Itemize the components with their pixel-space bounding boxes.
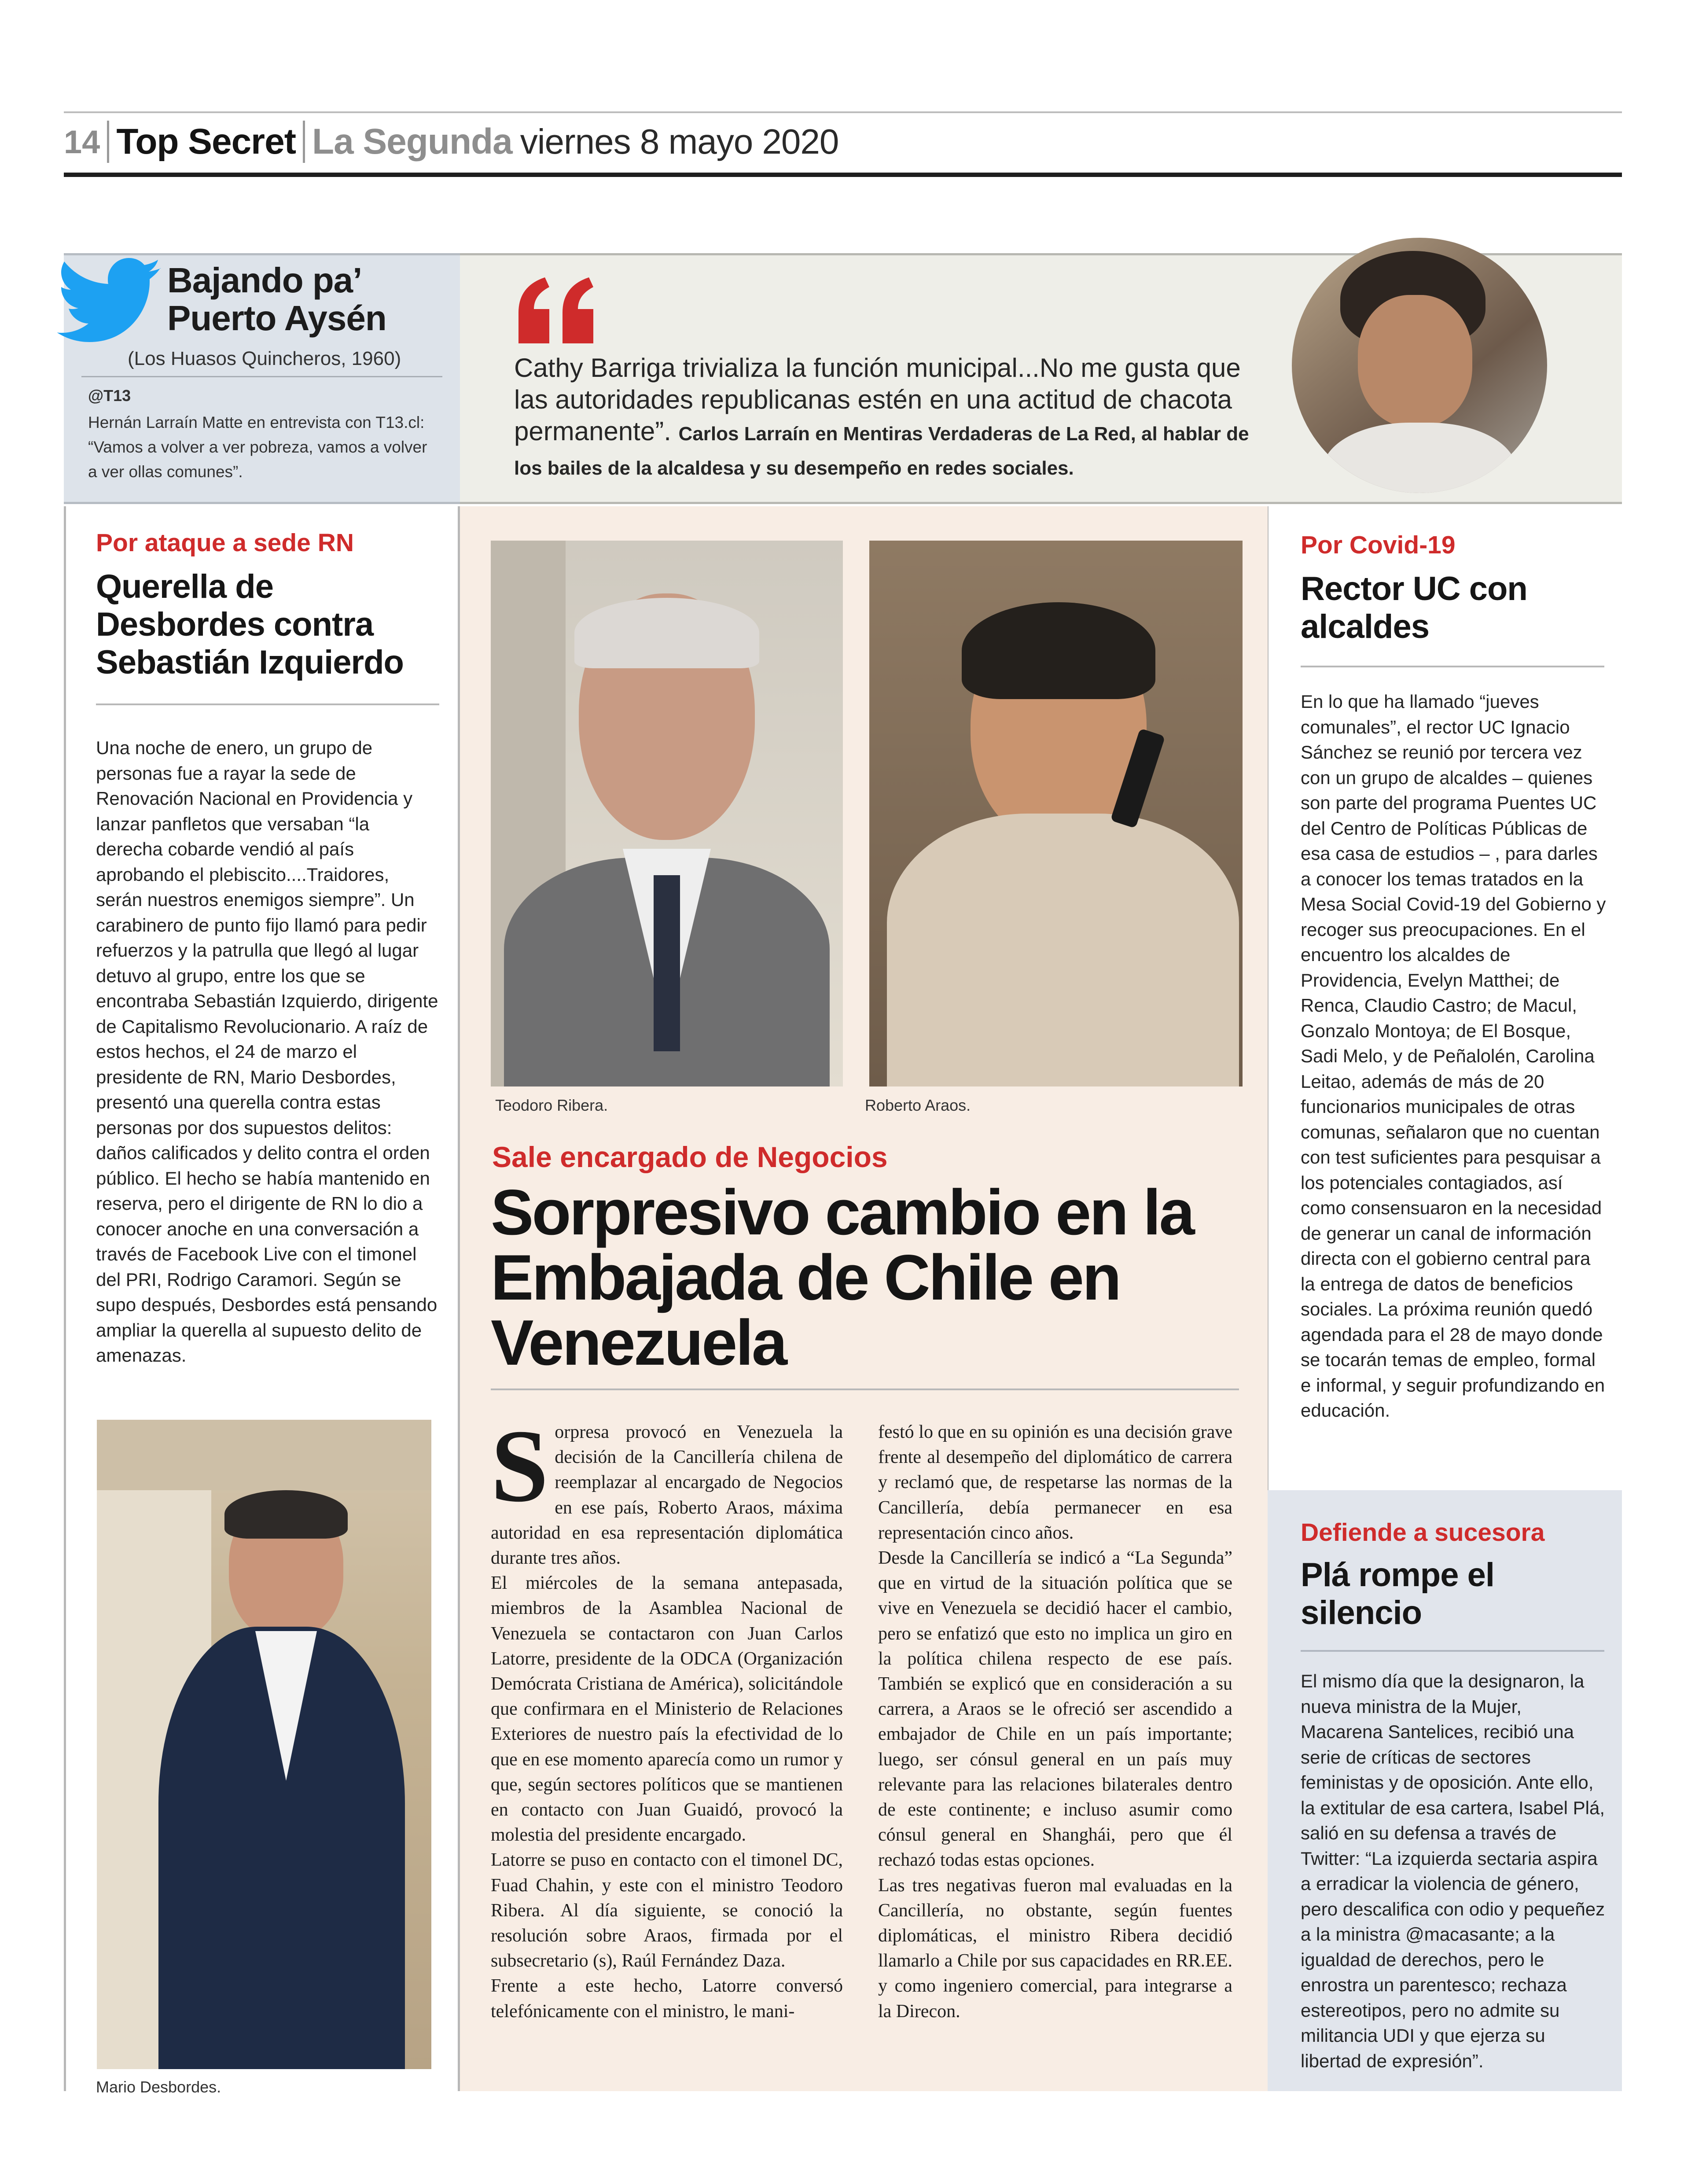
photo-caption-araos: Roberto Araos.: [865, 1096, 971, 1114]
photo-mario-desbordes: [97, 1420, 431, 2069]
masthead: [64, 115, 838, 168]
right-story-1-rule: [1301, 666, 1604, 667]
left-photo-caption: Mario Desbordes.: [96, 2078, 221, 2096]
twitter-box-text: Hernán Larraín Matte en entrevista con T13.cl: “Vamos a volver a ver pobreza, vamos a volver a ver ollas comunes”.: [88, 413, 427, 481]
right-story-2-body: El mismo día que la designaron, la nueva ministra de la Mujer, Macarena Santelices, recibió una serie de críticas de sectores feministas y de oposición. Ante ello, la extitular de esa cartera, Isabel Plá, salió en su defensa a través de Twitter: “La izquierda sectaria aspira a erradicar la violencia de género, pero descalifica con odio y pequeñez a la ministra @macasante; a la igualdad de derechos, pero le enrostra un parentesco; rechaza estereotipos, pero no admite su militancia UDI y que ejerza su libertad de expresión”.: [1301, 1671, 1605, 2071]
left-story-rule: [96, 703, 439, 705]
twitter-box-divider: [81, 376, 442, 377]
photo-caption-ribera: Teodoro Ribera.: [495, 1096, 608, 1114]
quote-mark-icon: [514, 277, 602, 343]
masthead-divider: [107, 121, 109, 163]
twitter-bird-icon: [57, 258, 163, 346]
main-story-column-1: [491, 1409, 843, 2024]
photo-roberto-araos: [869, 541, 1243, 1086]
main-story-headline: Sorpresivo cambio en la Embajada de Chile en Venezuela: [491, 1176, 1193, 1378]
main-story-text-2: festó lo que en su opinión es una decisión grave frente al desempeño del diplomático de carrera y reclamó que, de respetarse las normas de la Cancillería, debía permanecer en esa representación cinco años. Desde la Cancillería se indicó a “La Segunda” que en virtud de la situación política que se vive en Venezuela se decidió hacer el cambio, pero se enfatizó que esto no implica un giro en la política chilena respecto de ese país. También se explicó que en consideración a su carrera, a Araos se le ofreció ser ascendido a embajador de Chile en un país importante; luego, ser cónsul general en un país muy relevante para las relaciones bilaterales dentro de este continente; e incluso asumir como cónsul general en Shanghái, pero que él rechazó todas estas opciones. Las tres negativas fueron mal evaluadas en la Cancillería, no obstante, según fuentes diplomáticas, el ministro Ribera decidió llamarlo a Chile por sus capacidades en RR.EE. y como ingeniero comercial, para integrarse a la Direcon.: [878, 1422, 1232, 2022]
quote-attribution: Carlos Larraín en Mentiras Verdaderas de La Red, al hablar de los bailes de la alcaldesa y su desempeño en redes sociales.: [514, 423, 1249, 479]
publication-name: La Segunda: [312, 122, 512, 162]
masthead-top-rule: [64, 111, 1622, 113]
main-story-text-1: orpresa provocó en Venezuela la decisión de la Cancillería chilena de reemplazar al encargado de Negocios en ese país, Roberto Araos, máxima autoridad en esa representación diplomática durante tres años. El miércoles de la semana antepasada, miembros de la Asamblea Nacional de Venezuela se contactaron con Juan Carlos Latorre, presidente de la ODCA (Organización Demócrata Cristiana de América), solicitándole que confirmara en el Ministerio de Relaciones Exteriores de nuestro país la efectividad de lo que en ese momento aparecía como un rumor y que, según sectores políticos que se mantienen en contacto con Juan Guaidó, provocó la molestia del presidente encargado. Latorre se puso en contacto con el timonel DC, Fuad Chahin, y este con el ministro Teodoro Ribera. Al día siguiente, se conoció la resolución sobre Araos, firmada por el subsecretario (s), Raúl Fernández Daza. Frente a este hecho, Latorre conversó telefónicamente con el ministro, le mani-: [491, 1422, 843, 2022]
masthead-divider: [303, 121, 305, 163]
left-story-headline: Querella de Desbordes contra Sebastián Izquierdo: [96, 568, 404, 681]
main-story-kicker: Sale encargado de Negocios: [492, 1141, 888, 1173]
column-rule: [64, 506, 66, 2091]
main-story-rule: [491, 1388, 1239, 1390]
quote-text: [514, 352, 1280, 484]
drop-cap: S: [491, 1409, 549, 1524]
left-story-body: Una noche de enero, un grupo de personas fue a rayar la sede de Renovación Nacional en Providencia y lanzar panfletos que versaban “la derecha cobarde vendió al país aprobando el plebiscito....Traidores, serán nuestros enemigos siempre”. Un carabinero de punto fijo llamó para pedir refuerzos y la patrulla que llegó al lugar detuvo al grupo, entre los que se encontraba Sebastián Izquierdo, dirigente de Capitalismo Revolucionario. A raíz de estos hechos, el 24 de marzo el presidente de RN, Mario Desbordes, presentó una querella contra estas personas por dos supuestos delitos: daños calificados y delito contra el orden público. El hecho se había mantenido en reserva, pero el dirigente de RN lo dio a conocer anoche en una conversación a través de Facebook Live con el timonel del PRI, Rodrigo Caramori. Según se supo después, Desbordes está pensando ampliar la querella al supuesto delito de amenazas.: [96, 737, 438, 1366]
twitter-box-subtitle: (Los Huasos Quincheros, 1960): [128, 348, 401, 369]
right-story-2-rule: [1301, 1650, 1604, 1652]
right-story-2-headline: Plá rompe el silencio: [1301, 1556, 1494, 1632]
section-name: Top Secret: [116, 122, 296, 162]
page-number: 14: [64, 123, 100, 160]
left-story-kicker: Por ataque a sede RN: [96, 529, 354, 557]
right-story-2-kicker: Defiende a sucesora: [1301, 1518, 1545, 1547]
right-story-1-kicker: Por Covid-19: [1301, 531, 1456, 559]
masthead-bottom-rule: [64, 173, 1622, 177]
right-story-1-headline: Rector UC con alcaldes: [1301, 570, 1527, 645]
main-story-column-2: [878, 1420, 1232, 2024]
quote: Cathy Barriga trivializa la función municipal...No me gusta que las autoridades republicanas estén en una actitud de chacota permanente”.: [514, 353, 1241, 446]
right-story-1-body: En lo que ha llamado “jueves comunales”, el rector UC Ignacio Sánchez se reunió por tercera vez con un grupo de alcaldes – quienes son parte del programa Puentes UC del Centro de Políticas Públicas de esa casa de estudios – , para darles a conocer los temas tratados en la Mesa Social Covid-19 del Gobierno y recoger sus preocupaciones. En el encuentro los alcaldes de Providencia, Evelyn Matthei; de Renca, Claudio Castro; de Macul, Gonzalo Montoya; de El Bosque, Sadi Melo, y de Peñalolén, Carolina Leitao, además de más de 20 funcionarios municipales de otras comunas, señalaron que no cuentan con test suficientes para pesquisar a los potenciales contagiados, así como consensuaron en la necesidad de generar un canal de información directa con el gobierno central para la entrega de datos de beneficios sociales. La próxima reunión quedó agendada para el 28 de mayo donde se tocarán temas de empleo, formal e informal, y seguir profundizando en educación.: [1301, 691, 1606, 1421]
twitter-handle: @T13: [88, 387, 131, 405]
twitter-box-title: Bajando pa’ Puerto Aysén: [167, 261, 386, 338]
portrait-photo: [1292, 238, 1547, 493]
photo-teodoro-ribera: [491, 541, 843, 1086]
issue-date: viernes 8 mayo 2020: [520, 122, 839, 161]
